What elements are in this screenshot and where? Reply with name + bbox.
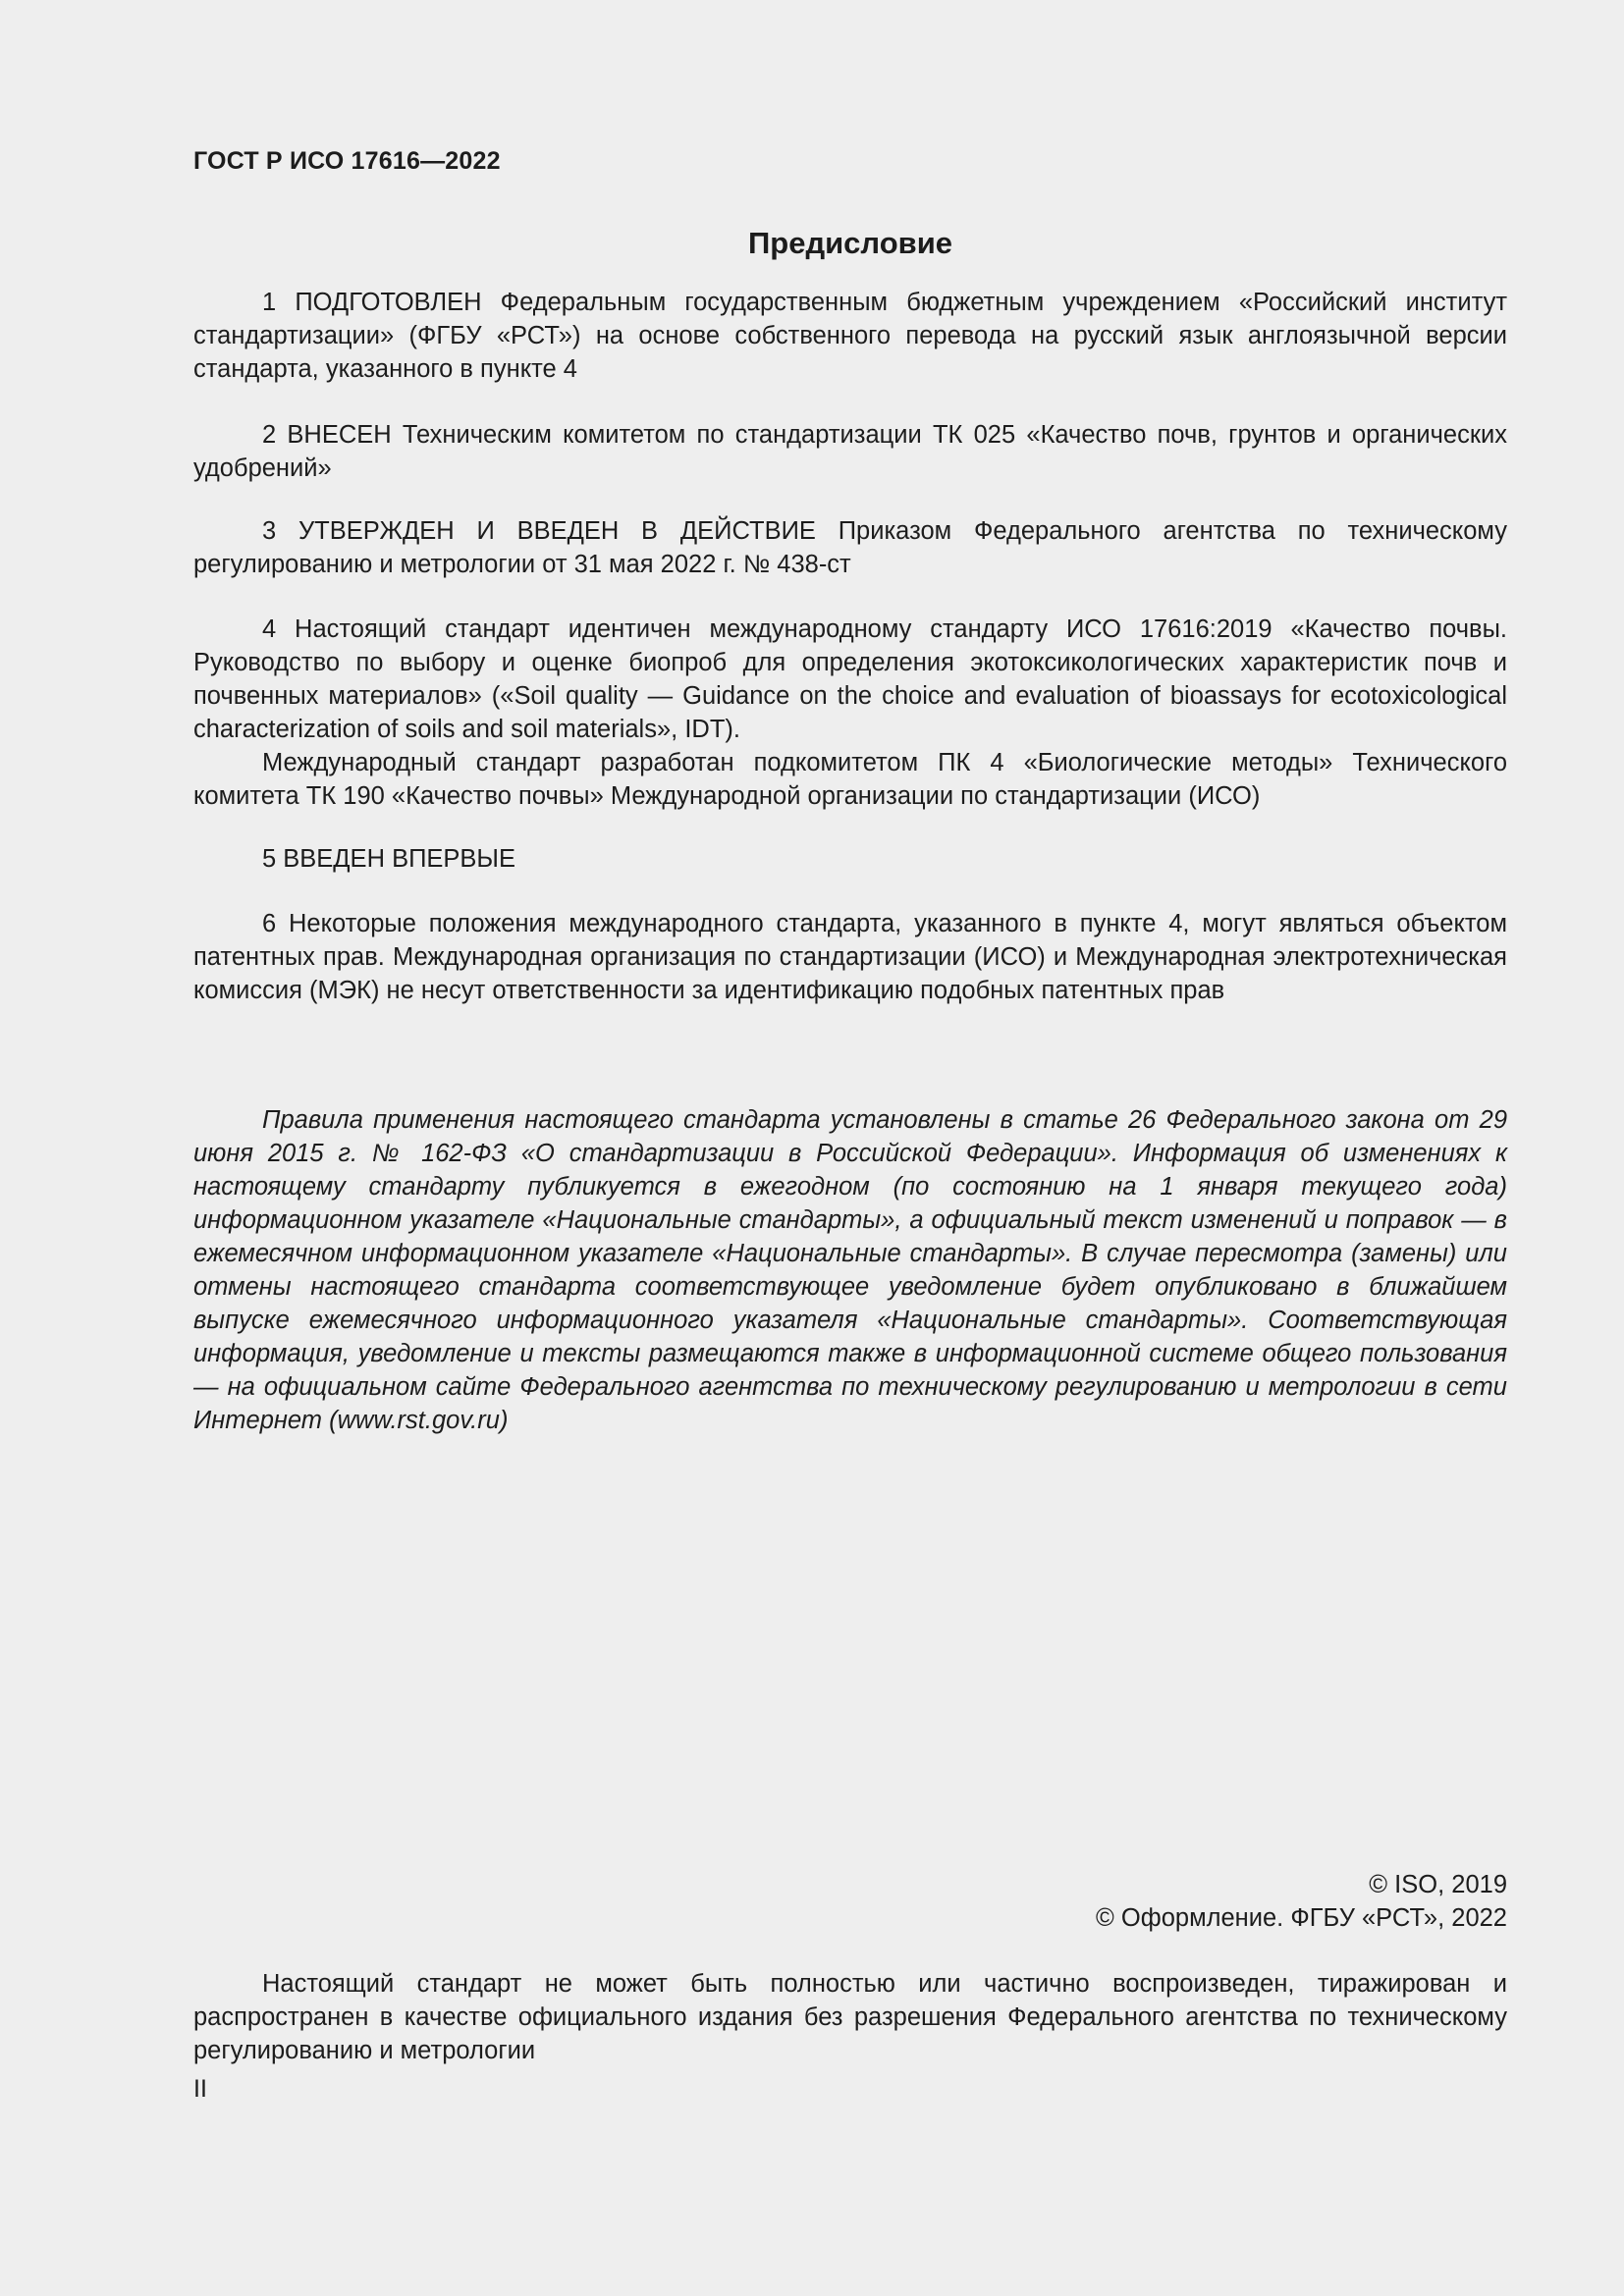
copyright-rst: © Оформление. ФГБУ «РСТ», 2022: [1096, 1904, 1507, 1932]
application-rules-notice: [193, 1103, 1507, 1437]
section-4-text: 4 Настоящий стандарт идентичен международному стандарту ИСО 17616:2019 «Качество почвы. Руководство по выбору и оценке биопроб для определения экотоксикологических характеристик почв и почвенных материалов» («Soil quality — Guidance on the choice and evaluation of bioassays for ecotoxicological characterization of soils and soil materials», IDT).: [193, 615, 1507, 743]
section-6-text: 6 Некоторые положения международного стандарта, указанного в пункте 4, могут являться объектом патентных прав. Международная организация по стандартизации (ИСО) и Международная электротехническая комиссия (МЭК) не несут ответственности за идентификацию подобных патентных прав: [193, 910, 1507, 1004]
section-6: [193, 907, 1507, 1007]
legal-notice-text: Настоящий стандарт не может быть полностью или частично воспроизведен, тиражирован и распространен в качестве официального издания без разрешения Федерального агентства по техническому регулированию и метрологии: [193, 1970, 1507, 2064]
section-4: [193, 613, 1507, 813]
document-code-header: ГОСТ Р ИСО 17616—2022: [193, 147, 501, 175]
notice-text: Правила применения настоящего стандарта установлены в статье 26 Федерального закона от 29 июня 2015 г. № 162-ФЗ «О стандартизации в Российской Федерации». Информация об изменениях к настоящему стандарту публикуется в ежегодном (по состоянию на 1 января текущего года) информационном указателе «Национальные стандарты», а официальный текст изменений и поправок — в ежемесячном информационном указателе «Национальные стандарты». В случае пересмотра (замены) или отмены настоящего стандарта соответствующее уведомление будет опубликовано в ближайшем выпуске ежемесячного информационного указателя «Национальные стандарты». Соответствующая информация, уведомление и тексты размещаются также в информационной системе общего пользования — на официальном сайте Федерального агентства по техническому регулированию и метрологии в сети Интернет (www.rst.gov.ru): [193, 1106, 1507, 1434]
legal-notice: [193, 1967, 1507, 2067]
copyright-iso: © ISO, 2019: [1369, 1871, 1507, 1898]
section-2-text: 2 ВНЕСЕН Техническим комитетом по стандартизации ТК 025 «Качество почв, грунтов и органических удобрений»: [193, 421, 1507, 482]
page-number: II: [193, 2075, 207, 2103]
section-5: [193, 842, 1507, 876]
section-2: [193, 418, 1507, 485]
section-1-text: 1 ПОДГОТОВЛЕН Федеральным государственным бюджетным учреждением «Российский институт стандартизации» (ФГБУ «РСТ») на основе собственного перевода на русский язык англоязычной версии стандарта, указанного в пункте 4: [193, 289, 1507, 383]
section-4-subtext: Международный стандарт разработан подкомитетом ПК 4 «Биологические методы» Технического комитета ТК 190 «Качество почвы» Международной организации по стандартизации (ИСО): [193, 749, 1507, 810]
copyright-block: [1096, 1868, 1507, 1935]
section-3-text: 3 УТВЕРЖДЕН И ВВЕДЕН В ДЕЙСТВИЕ Приказом Федерального агентства по техническому регулированию и метрологии от 31 мая 2022 г. № 438-ст: [193, 517, 1507, 578]
section-3: [193, 514, 1507, 581]
section-5-text: 5 ВВЕДЕН ВПЕРВЫЕ: [262, 845, 516, 873]
section-1: [193, 286, 1507, 386]
page-title: Предисловие: [747, 226, 952, 260]
